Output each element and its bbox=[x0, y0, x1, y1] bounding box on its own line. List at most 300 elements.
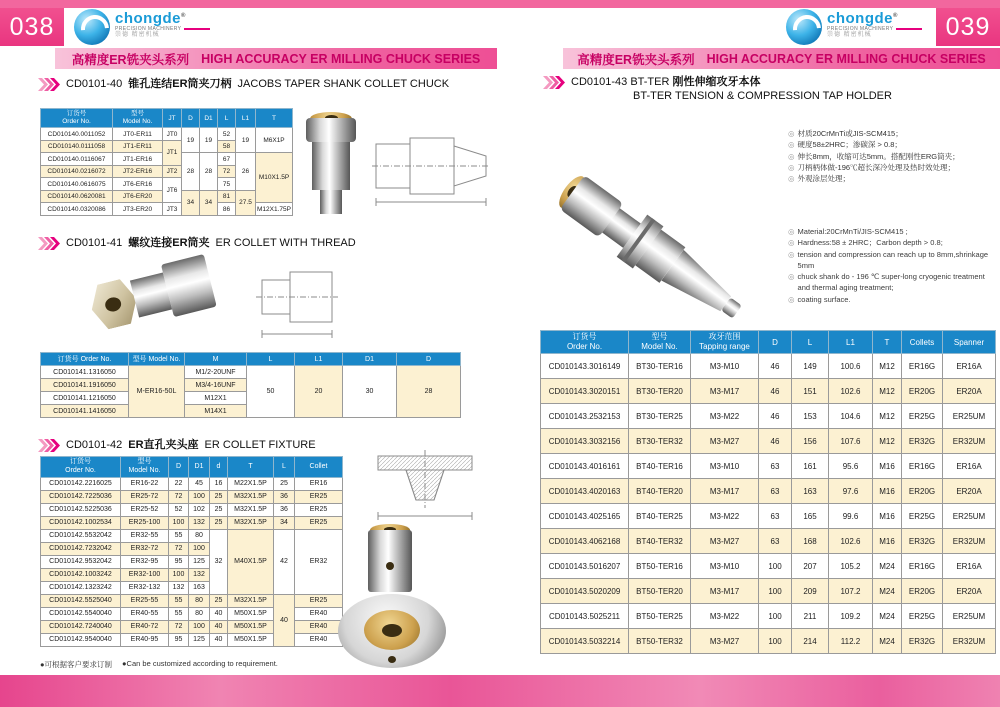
column-header: d bbox=[210, 457, 228, 478]
table-cell: 19 bbox=[200, 128, 218, 153]
table-cell: ER25G bbox=[902, 604, 943, 629]
table-cell: CD010143.4025165 bbox=[541, 504, 629, 529]
registered-mark: ® bbox=[893, 13, 898, 19]
table-row bbox=[541, 629, 996, 654]
section-heading-cd0101-40 bbox=[38, 77, 449, 91]
table-cell: ER40 bbox=[295, 607, 343, 620]
triple-chevron-icon bbox=[38, 439, 60, 452]
table-row bbox=[541, 504, 996, 529]
column-header: M bbox=[185, 353, 247, 366]
table-cell: ER16G bbox=[902, 354, 943, 379]
table-cell: 63 bbox=[759, 479, 792, 504]
column-header: L1 bbox=[829, 331, 873, 354]
table-row bbox=[541, 604, 996, 629]
registered-mark: ® bbox=[181, 13, 186, 19]
table-cell: 153 bbox=[792, 404, 829, 429]
table-cell: ER25 bbox=[295, 503, 343, 516]
table-cell: M16 bbox=[873, 529, 902, 554]
product-photo-bt-ter-holder bbox=[548, 106, 780, 326]
table-cell: 163 bbox=[792, 479, 829, 504]
table-cell: M50X1.5P bbox=[228, 607, 274, 620]
table-cell: 132 bbox=[169, 581, 189, 594]
column-header: D bbox=[759, 331, 792, 354]
bullet-icon: ◎ bbox=[788, 238, 795, 248]
section-title-zh: 刚性伸缩攻牙本体 bbox=[672, 76, 761, 88]
section-title-en: BT-TER TENSION & COMPRESSION TAP HOLDER bbox=[633, 90, 892, 102]
table-collet-fixture bbox=[40, 456, 343, 647]
table-cell: 95 bbox=[169, 633, 189, 646]
table-row bbox=[41, 620, 343, 633]
table-cell: ER16A bbox=[943, 454, 996, 479]
table-cell: 72 bbox=[169, 542, 189, 555]
table-row bbox=[41, 490, 343, 503]
table-cell: ER20A bbox=[943, 379, 996, 404]
product-photo-fixture-body bbox=[360, 524, 420, 594]
table-cell: CD010141.1416050 bbox=[41, 405, 129, 418]
table-cell: 28 bbox=[182, 153, 200, 191]
table-cell: 52 bbox=[169, 503, 189, 516]
data-table bbox=[40, 352, 461, 418]
table-row bbox=[541, 429, 996, 454]
table-cell: 72 bbox=[169, 490, 189, 503]
table-cell: ER16-22 bbox=[121, 477, 169, 490]
table-cell: 100.6 bbox=[829, 354, 873, 379]
table-cell: CD010140.0620081 bbox=[41, 190, 113, 203]
taper-shank bbox=[320, 190, 342, 214]
table-cell: M14X1 bbox=[185, 405, 247, 418]
table-cell: 105.2 bbox=[829, 554, 873, 579]
column-header: L1 bbox=[295, 353, 343, 366]
table-cell: CD010141.1316050 bbox=[41, 366, 129, 379]
table-cell: M24 bbox=[873, 604, 902, 629]
table-cell: 36 bbox=[274, 490, 295, 503]
table-cell: M12 bbox=[873, 429, 902, 454]
chuck-body bbox=[312, 142, 350, 190]
table-cell: ER25G bbox=[902, 404, 943, 429]
table-cell: 95.6 bbox=[829, 454, 873, 479]
table-cell: CD010140.0116067 bbox=[41, 153, 113, 166]
table-cell: 46 bbox=[759, 429, 792, 454]
feature-item bbox=[788, 151, 996, 162]
er-nut bbox=[306, 118, 356, 142]
product-photo-fixture-flange bbox=[338, 588, 446, 672]
table-cell: ER20A bbox=[943, 579, 996, 604]
table-cell: M3-M10 bbox=[691, 454, 759, 479]
table-cell: ER20G bbox=[902, 479, 943, 504]
brand-name-cn: 崇德 精密机械 bbox=[827, 32, 872, 38]
bullet-icon: ◎ bbox=[788, 227, 795, 236]
fixture-cylinder bbox=[368, 530, 412, 592]
table-cell: 34 bbox=[274, 516, 295, 529]
table-cell: 102.6 bbox=[829, 529, 873, 554]
table-cell: M1/2-20UNF bbox=[185, 366, 247, 379]
table-cell: 125 bbox=[189, 555, 210, 568]
table-cell: 80 bbox=[189, 529, 210, 542]
table-cell: 26 bbox=[236, 153, 256, 191]
column-header: JT bbox=[163, 109, 182, 128]
table-cell: CD010140.0616075 bbox=[41, 178, 113, 191]
column-header: 订货号 Order No. bbox=[541, 331, 629, 354]
table-row bbox=[41, 203, 293, 216]
table-row bbox=[41, 477, 343, 490]
table-cell: M50X1.5P bbox=[228, 620, 274, 633]
table-cell: CD010143.4016161 bbox=[541, 454, 629, 479]
table-cell: 100 bbox=[169, 568, 189, 581]
feature-text: 硬度58±2HRC；渗碳深 > 0.8； bbox=[797, 140, 902, 150]
table-cell: M3/4-16UNF bbox=[185, 379, 247, 392]
section-code: CD0101-43 BT-TER bbox=[571, 76, 670, 88]
series-title-en: HIGH ACCURACY ER MILLING CHUCK SERIES bbox=[706, 51, 986, 66]
table-cell: 102.6 bbox=[829, 379, 873, 404]
table-cell: 34 bbox=[182, 190, 200, 215]
table-cell: ER32UM bbox=[943, 529, 996, 554]
table-cell: BT30-TER32 bbox=[629, 429, 691, 454]
table-cell: M24 bbox=[873, 579, 902, 604]
table-cell: BT50-TER32 bbox=[629, 629, 691, 654]
column-header: L bbox=[247, 353, 295, 366]
table-cell: ER40-55 bbox=[121, 607, 169, 620]
table-cell: ER16G bbox=[902, 554, 943, 579]
feature-item bbox=[788, 271, 996, 294]
table-cell: CD010143.5016207 bbox=[541, 554, 629, 579]
table-cell: 55 bbox=[169, 529, 189, 542]
feature-text: Material:20CrMnTi/JIS-SCM415 ; bbox=[797, 227, 908, 236]
table-cell: JT6-ER20 bbox=[113, 190, 163, 203]
table-cell: M22X1.5P bbox=[228, 477, 274, 490]
table-cell: CD010140.0320086 bbox=[41, 203, 113, 216]
table-cell: 19 bbox=[236, 128, 256, 153]
table-row bbox=[41, 516, 343, 529]
column-header: Collet bbox=[295, 457, 343, 478]
table-cell: 86 bbox=[218, 203, 236, 216]
table-cell: 55 bbox=[169, 594, 189, 607]
column-header: D bbox=[397, 353, 461, 366]
column-header: 型号 Model No. bbox=[629, 331, 691, 354]
bullet-icon: ◎ bbox=[788, 294, 795, 304]
table-cell: M3-M27 bbox=[691, 629, 759, 654]
table-cell: M12X1 bbox=[185, 392, 247, 405]
bullet-icon: ◎ bbox=[788, 140, 795, 150]
customization-note bbox=[40, 659, 278, 670]
table-cell: 25 bbox=[210, 490, 228, 503]
table-cell: 25 bbox=[274, 477, 295, 490]
table-cell: M16 bbox=[873, 504, 902, 529]
table-cell: BT40-TER16 bbox=[629, 454, 691, 479]
feature-list-zh bbox=[788, 128, 996, 184]
table-cell: CD010142.2216025 bbox=[41, 477, 121, 490]
table-cell: M12X1.75P bbox=[256, 203, 293, 216]
table-cell: 46 bbox=[759, 379, 792, 404]
technical-drawing-taper-shank bbox=[370, 118, 492, 214]
table-cell: ER32-55 bbox=[121, 529, 169, 542]
product-photo-taper-shank-chuck bbox=[298, 112, 364, 214]
table-cell: 72 bbox=[218, 165, 236, 178]
table-cell: CD010143.4020163 bbox=[541, 479, 629, 504]
bullet-icon: ◎ bbox=[788, 249, 795, 259]
bullet-icon: ◎ bbox=[788, 151, 795, 161]
table-cell: CD010142.7232042 bbox=[41, 542, 121, 555]
column-header: D1 bbox=[343, 353, 397, 366]
table-cell: M24 bbox=[873, 554, 902, 579]
table-cell: CD010143.4062168 bbox=[541, 529, 629, 554]
table-cell: ER32-132 bbox=[121, 581, 169, 594]
brand-subtitle: PRECISION MACHINERY bbox=[115, 25, 182, 32]
table-cell: 63 bbox=[759, 529, 792, 554]
section-heading-cd0101-43 bbox=[543, 75, 892, 103]
table-cell: 28 bbox=[200, 153, 218, 191]
section-code: CD0101-41 bbox=[66, 237, 123, 249]
table-cell: ER16A bbox=[943, 554, 996, 579]
table-cell: 107.2 bbox=[829, 579, 873, 604]
column-header: T bbox=[873, 331, 902, 354]
table-cell: 81 bbox=[218, 190, 236, 203]
table-cell: M32X1.5P bbox=[228, 490, 274, 503]
table-row bbox=[41, 594, 343, 607]
table-cell: ER40 bbox=[295, 620, 343, 633]
section-heading-cd0101-42 bbox=[38, 438, 316, 452]
table-cell: 25 bbox=[210, 503, 228, 516]
table-cell: 25 bbox=[210, 516, 228, 529]
column-header: Spanner bbox=[943, 331, 996, 354]
table-cell: M3-M22 bbox=[691, 604, 759, 629]
table-cell: 102 bbox=[189, 503, 210, 516]
page-number-right: 039 bbox=[936, 8, 1000, 46]
table-cell: 100 bbox=[759, 629, 792, 654]
feature-text: chuck shank do - 196 ℃ super-long cryogenic treatment and thermal aging treatment; bbox=[797, 272, 985, 293]
section-code: CD0101-42 bbox=[66, 439, 123, 451]
table-cell: JT1 bbox=[163, 140, 182, 165]
series-title-zh: 高精度ER铣夹头系列 bbox=[71, 52, 190, 67]
table-cell: ER25 bbox=[295, 490, 343, 503]
table-cell: 163 bbox=[189, 581, 210, 594]
note-zh: ●可根据客户要求订制 bbox=[40, 660, 113, 669]
feature-text: 外观涂层处理； bbox=[797, 174, 851, 183]
section-title-zh: ER直孔夹头座 bbox=[128, 439, 199, 451]
table-row bbox=[541, 379, 996, 404]
table-cell: ER20G bbox=[902, 379, 943, 404]
column-header: 型号 Model No. bbox=[121, 457, 169, 478]
table-cell: CD010143.2532153 bbox=[541, 404, 629, 429]
feature-list-en bbox=[788, 226, 996, 305]
table-cell: JT1-ER11 bbox=[113, 140, 163, 153]
table-cell: 58 bbox=[218, 140, 236, 153]
table-cell: 168 bbox=[792, 529, 829, 554]
table-cell: ER32G bbox=[902, 629, 943, 654]
table-cell: 165 bbox=[792, 504, 829, 529]
triple-chevron-icon bbox=[38, 78, 60, 91]
table-jacobs-taper-shank bbox=[40, 108, 293, 216]
table-cell: M16 bbox=[873, 479, 902, 504]
column-header: 型号 Model No. bbox=[129, 353, 185, 366]
series-title-bar-right bbox=[563, 48, 1000, 69]
table-row bbox=[541, 354, 996, 379]
top-band bbox=[0, 0, 1000, 8]
table-cell: 75 bbox=[218, 178, 236, 191]
table-cell: 211 bbox=[792, 604, 829, 629]
table-cell: CD010142.7225036 bbox=[41, 490, 121, 503]
feature-item bbox=[788, 237, 996, 248]
table-cell: 132 bbox=[189, 568, 210, 581]
table-cell: 209 bbox=[792, 579, 829, 604]
table-cell: ER40 bbox=[295, 633, 343, 646]
table-cell: 30 bbox=[343, 366, 397, 418]
series-title-bar-left bbox=[55, 48, 497, 69]
table-cell: CD010143.5032214 bbox=[541, 629, 629, 654]
note-en: ●Can be customized according to requirement. bbox=[122, 659, 278, 668]
table-cell: 63 bbox=[759, 504, 792, 529]
table-cell: CD010140.0216072 bbox=[41, 165, 113, 178]
table-cell: CD010143.3032156 bbox=[541, 429, 629, 454]
table-cell: M3-M22 bbox=[691, 404, 759, 429]
table-cell: 97.6 bbox=[829, 479, 873, 504]
table-cell: 109.2 bbox=[829, 604, 873, 629]
table-cell: 151 bbox=[792, 379, 829, 404]
table-cell: 25 bbox=[210, 594, 228, 607]
feature-item bbox=[788, 128, 996, 139]
bullet-icon: ◎ bbox=[788, 174, 795, 183]
table-row bbox=[541, 554, 996, 579]
table-cell: 100 bbox=[169, 516, 189, 529]
table-cell: M12 bbox=[873, 404, 902, 429]
table-cell: ER25-55 bbox=[121, 594, 169, 607]
table-cell: 32 bbox=[210, 529, 228, 594]
table-cell: JT0 bbox=[163, 128, 182, 141]
feature-item bbox=[788, 294, 996, 305]
table-cell: ER32-72 bbox=[121, 542, 169, 555]
table-cell: M3-M17 bbox=[691, 479, 759, 504]
bullet-icon: ◎ bbox=[788, 162, 795, 172]
brand-name-cn: 崇德 精密机械 bbox=[115, 32, 160, 38]
flange-bore bbox=[382, 624, 402, 637]
bullet-icon: ◎ bbox=[788, 272, 795, 281]
table-cell: 156 bbox=[792, 429, 829, 454]
table-cell: BT30-TER20 bbox=[629, 379, 691, 404]
table-cell: 46 bbox=[759, 404, 792, 429]
table-cell: 28 bbox=[397, 366, 461, 418]
column-header: L bbox=[218, 109, 236, 128]
table-cell: M10X1.5P bbox=[256, 153, 293, 203]
table-cell: 45 bbox=[189, 477, 210, 490]
table-cell: CD010142.1003242 bbox=[41, 568, 121, 581]
table-cell: BT50-TER20 bbox=[629, 579, 691, 604]
column-header: 订货号 Order No. bbox=[41, 109, 113, 128]
feature-item bbox=[788, 226, 996, 237]
table-row bbox=[41, 529, 343, 542]
table-cell: 27.5 bbox=[236, 190, 256, 215]
table-cell: ER32-95 bbox=[121, 555, 169, 568]
table-cell: CD010143.5025211 bbox=[541, 604, 629, 629]
table-cell: ER20A bbox=[943, 479, 996, 504]
series-title-en: HIGH ACCURACY ER MILLING CHUCK SERIES bbox=[201, 51, 481, 66]
table-cell: M3-M17 bbox=[691, 579, 759, 604]
table-cell: M6X1P bbox=[256, 128, 293, 153]
table-cell: ER40-95 bbox=[121, 633, 169, 646]
table-cell: 100 bbox=[189, 542, 210, 555]
table-cell: M12 bbox=[873, 379, 902, 404]
table-cell: CD010143.3020151 bbox=[541, 379, 629, 404]
chongde-globe-icon bbox=[74, 9, 110, 45]
table-cell: ER25-72 bbox=[121, 490, 169, 503]
table-cell: M50X1.5P bbox=[228, 633, 274, 646]
table-cell: ER32UM bbox=[943, 429, 996, 454]
table-cell: 50 bbox=[247, 366, 295, 418]
section-title-zh: 锥孔连结ER筒夹刀柄 bbox=[128, 78, 232, 90]
table-cell: BT50-TER16 bbox=[629, 554, 691, 579]
series-title-zh: 高精度ER铣夹头系列 bbox=[577, 52, 695, 67]
table-cell: JT6-ER16 bbox=[113, 178, 163, 191]
logo-accent-line bbox=[184, 28, 210, 30]
section-title-zh: 螺纹连接ER筒夹 bbox=[128, 237, 210, 249]
table-cell: 95 bbox=[169, 555, 189, 568]
table-cell: M3-M22 bbox=[691, 504, 759, 529]
table-cell: ER32G bbox=[902, 429, 943, 454]
table-cell: CD010141.1916050 bbox=[41, 379, 129, 392]
table-row bbox=[541, 404, 996, 429]
table-cell: 80 bbox=[189, 607, 210, 620]
table-cell: BT30-TER25 bbox=[629, 404, 691, 429]
column-header: 攻牙范围 Tapping range bbox=[691, 331, 759, 354]
table-cell: 20 bbox=[295, 366, 343, 418]
table-cell: 72 bbox=[169, 620, 189, 633]
table-cell: 55 bbox=[169, 607, 189, 620]
table-cell: ER25 bbox=[295, 516, 343, 529]
feature-text: 刀柄柄体做-196℃超长深冷处理及热时效处理； bbox=[797, 162, 956, 172]
table-cell: M32X1.5P bbox=[228, 516, 274, 529]
brand-logo bbox=[786, 9, 922, 49]
table-cell: M3-M17 bbox=[691, 379, 759, 404]
table-cell: ER20G bbox=[902, 579, 943, 604]
table-cell: 34 bbox=[200, 190, 218, 215]
table-cell: 40 bbox=[210, 607, 228, 620]
table-row bbox=[41, 128, 293, 141]
table-cell: M32X1.5P bbox=[228, 503, 274, 516]
column-header: 订货号 Order No. bbox=[41, 353, 129, 366]
column-header: D bbox=[182, 109, 200, 128]
table-cell: ER25G bbox=[902, 504, 943, 529]
product-photo-collet-with-thread bbox=[81, 239, 220, 352]
table-row bbox=[541, 479, 996, 504]
bottom-band bbox=[0, 675, 1000, 707]
table-cell: ER25-52 bbox=[121, 503, 169, 516]
table-cell: BT40-TER32 bbox=[629, 529, 691, 554]
column-header: L1 bbox=[236, 109, 256, 128]
table-row bbox=[41, 607, 343, 620]
column-header: T bbox=[228, 457, 274, 478]
table-cell: JT6 bbox=[163, 178, 182, 203]
table-cell: 100 bbox=[759, 604, 792, 629]
table-row bbox=[541, 579, 996, 604]
table-cell: M-ER16-50L bbox=[129, 366, 185, 418]
table-cell: 104.6 bbox=[829, 404, 873, 429]
table-cell: 100 bbox=[759, 579, 792, 604]
table-cell: CD010142.5532042 bbox=[41, 529, 121, 542]
table-cell: JT3 bbox=[163, 203, 182, 216]
table-cell: 19 bbox=[182, 128, 200, 153]
table-cell: 207 bbox=[792, 554, 829, 579]
table-row bbox=[541, 454, 996, 479]
column-header: Collets bbox=[902, 331, 943, 354]
table-cell: ER25UM bbox=[943, 404, 996, 429]
table-cell: M16 bbox=[873, 454, 902, 479]
table-cell: 161 bbox=[792, 454, 829, 479]
column-header: D1 bbox=[189, 457, 210, 478]
table-cell: 36 bbox=[274, 503, 295, 516]
table-cell: ER25 bbox=[295, 594, 343, 607]
table-cell: 63 bbox=[759, 454, 792, 479]
table-cell: 16 bbox=[210, 477, 228, 490]
table-cell: 99.6 bbox=[829, 504, 873, 529]
table-cell: CD010141.1216050 bbox=[41, 392, 129, 405]
